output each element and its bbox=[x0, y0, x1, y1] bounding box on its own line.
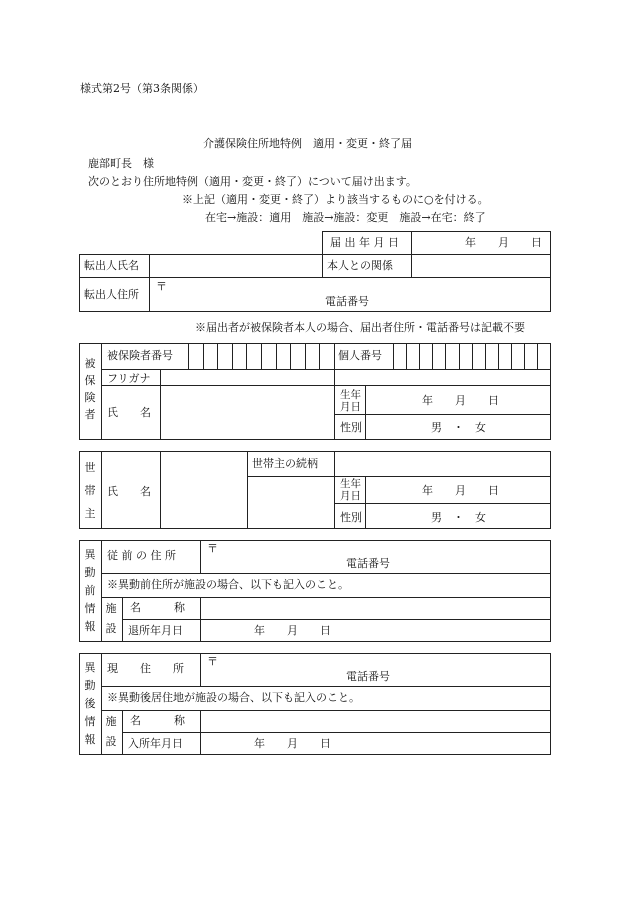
intro-text: 次のとおり住所地特例（適用・変更・終了）について届け出ます。 bbox=[88, 175, 417, 188]
after-address-label: 現 住 所 bbox=[107, 662, 184, 675]
before-exit-date-field[interactable]: 年 月 日 bbox=[254, 624, 331, 637]
before-address-field[interactable] bbox=[201, 541, 550, 572]
insured-section-label: 被 保 険 者 bbox=[84, 357, 96, 421]
mover-address-label: 転出人住所 bbox=[84, 288, 139, 301]
household-name-field[interactable] bbox=[161, 452, 246, 528]
before-address-label: 従 前 の 住 所 bbox=[107, 549, 176, 562]
personal-number-digit-divider bbox=[472, 343, 473, 369]
after-postal-mark: 〒 bbox=[207, 655, 218, 668]
insured-number-digit-divider bbox=[232, 343, 233, 369]
personal-number-digit-divider bbox=[419, 343, 420, 369]
insured-number-digit-divider bbox=[334, 343, 335, 369]
after-facility-label: 施 設 bbox=[105, 715, 117, 748]
phone-label: 電話番号 bbox=[325, 295, 369, 308]
before-section-label: 異 動 前 情 報 bbox=[84, 548, 96, 633]
personal-number-digit-divider bbox=[524, 343, 525, 369]
personal-number-digit-divider bbox=[511, 343, 512, 369]
personal-number-digit-divider bbox=[550, 343, 551, 369]
mover-name-field[interactable] bbox=[150, 255, 321, 276]
personal-number-digit-divider bbox=[485, 343, 486, 369]
case-explanation: 在宅→施設：適用 施設→施設：変更 施設→在宅：終了 bbox=[205, 211, 486, 224]
household-sex-field[interactable]: 男 ・ 女 bbox=[431, 511, 486, 524]
household-section-label: 世 帯 主 bbox=[84, 461, 96, 520]
personal-number-digit-divider bbox=[498, 343, 499, 369]
household-birth-label: 生年 月日 bbox=[340, 478, 361, 502]
insured-number-digit-divider bbox=[305, 343, 306, 369]
before-phone-label: 電話番号 bbox=[346, 557, 390, 570]
personal-number-digit-divider bbox=[432, 343, 433, 369]
after-entry-date-label: 入所年月日 bbox=[128, 737, 183, 750]
after-phone-label: 電話番号 bbox=[346, 670, 390, 683]
notification-date-field[interactable]: 年 月 日 bbox=[465, 236, 542, 249]
insured-name-field[interactable] bbox=[161, 386, 333, 439]
insured-number-digit-divider bbox=[217, 343, 218, 369]
household-sex-label: 性別 bbox=[340, 511, 362, 524]
postal-mark: 〒 bbox=[156, 280, 167, 293]
insured-number-digit-divider bbox=[290, 343, 291, 369]
after-facility-note: ※異動後居住地が施設の場合、以下も記入のこと。 bbox=[107, 691, 360, 704]
insured-birth-field[interactable]: 年 月 日 bbox=[422, 394, 499, 407]
personal-number-digit-divider bbox=[406, 343, 407, 369]
insured-sex-field[interactable]: 男 ・ 女 bbox=[431, 421, 486, 434]
furigana-field[interactable] bbox=[161, 370, 333, 384]
insured-number-digit-divider bbox=[261, 343, 262, 369]
household-birth-field[interactable]: 年 月 日 bbox=[422, 484, 499, 497]
household-relation-field[interactable] bbox=[335, 452, 550, 475]
personal-number-label: 個人番号 bbox=[338, 349, 382, 362]
insured-number-digit-divider bbox=[276, 343, 277, 369]
insured-number-digit-divider bbox=[203, 343, 204, 369]
notification-date-label: 届 出 年 月 日 bbox=[330, 236, 399, 249]
addressee: 鹿部町長 様 bbox=[88, 157, 154, 170]
personal-number-digit-divider bbox=[537, 343, 538, 369]
personal-number-digit-divider bbox=[459, 343, 460, 369]
household-relation-label: 世帯主の続柄 bbox=[252, 457, 318, 470]
insured-name-label: 氏 名 bbox=[107, 406, 151, 419]
mover-address-field[interactable] bbox=[150, 278, 550, 311]
before-facility-label: 施 設 bbox=[105, 602, 117, 635]
insured-birth-label: 生年 月日 bbox=[340, 389, 361, 413]
after-facility-name-label: 名 称 bbox=[130, 714, 185, 727]
form-number: 様式第2号（第3条関係） bbox=[80, 82, 204, 95]
after-facility-name-field[interactable] bbox=[201, 711, 550, 731]
notifier-note: ※届出者が被保険者本人の場合、届出者住所・電話番号は記載不要 bbox=[195, 321, 525, 334]
selection-note: ※上記（適用・変更・終了）より該当するものに○を付ける。 bbox=[182, 193, 489, 206]
insured-number-digit-divider bbox=[319, 343, 320, 369]
personal-number-digit-divider bbox=[445, 343, 446, 369]
after-section-label: 異 動 後 情 報 bbox=[84, 661, 96, 746]
insured-sex-label: 性別 bbox=[340, 421, 362, 434]
after-entry-date-field[interactable]: 年 月 日 bbox=[254, 737, 331, 750]
before-facility-note: ※異動前住所が施設の場合、以下も記入のこと。 bbox=[107, 578, 349, 591]
form-title: 介護保険住所地特例 適用・変更・終了届 bbox=[203, 137, 412, 150]
insured-number-digit-divider bbox=[188, 343, 189, 369]
personal-number-digit-divider bbox=[393, 343, 394, 369]
before-facility-name-field[interactable] bbox=[201, 598, 550, 618]
before-exit-date-label: 退所年月日 bbox=[128, 624, 183, 637]
before-facility-name-label: 名 称 bbox=[130, 601, 185, 614]
furigana-label: フリガナ bbox=[107, 372, 151, 385]
insured-number-label: 被保険者番号 bbox=[107, 349, 173, 362]
insured-number-digit-divider bbox=[246, 343, 247, 369]
household-name-label: 氏 名 bbox=[107, 485, 151, 498]
after-address-field[interactable] bbox=[201, 654, 550, 685]
relation-field[interactable] bbox=[412, 255, 550, 276]
before-postal-mark: 〒 bbox=[207, 542, 218, 555]
relation-label: 本人との関係 bbox=[327, 259, 393, 272]
mover-name-label: 転出人氏名 bbox=[84, 259, 139, 272]
